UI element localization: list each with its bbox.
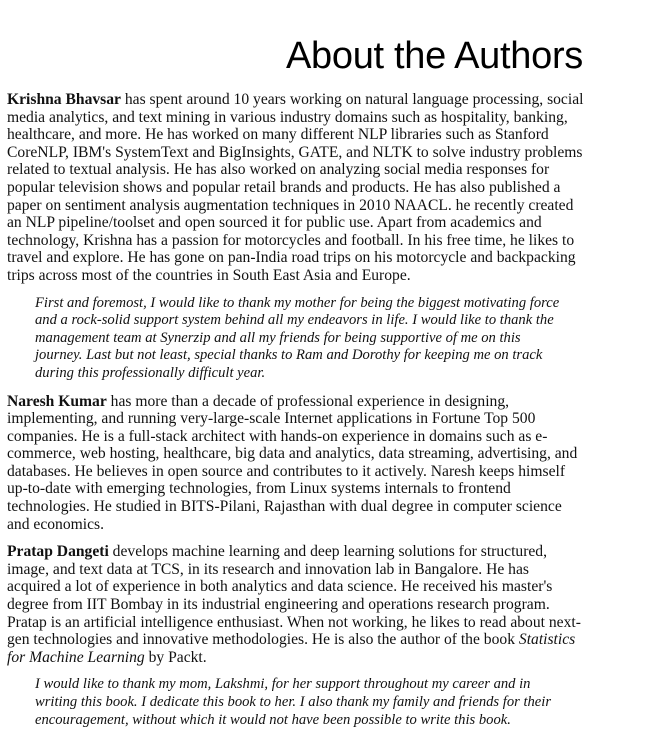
book-title: for Machine Learning — [7, 648, 145, 666]
page-title: About the Authors — [285, 35, 583, 78]
author-bio-pratap-dangeti: Pratap Dangeti develops machine learning and deep learning solutions for structured, image, and text data at TCS, in its research and innovation lab in Bangalore. He has acquired a lot of experience in both analytics and data science. He received his master's degree from IIT Bombay in its industrial engineering and operations research program. Pratap is an artificial intelligence enthusiast. When not working, he likes to read about next- gen technologies and innovative methodologies. He is also the author of the book Statistics for Machine Learning by Packt. — [7, 543, 581, 666]
author-name: Krishna Bhavsar — [7, 91, 121, 108]
author-bio-krishna-bhavsar: Krishna Bhavsar has spent around 10 years working on natural language processing, social media analytics, and text mining in various industry domains such as hospitality, banking, healthcare, and more. He has worked on many different NLP libraries such as Stanford CoreNLP, IBM's SystemText and BigInsights, GATE, and NLTK to solve industry problems related to textual analysis. He has also worked on analyzing social media responses for popular television shows and popular retail brands and products. He has also published a paper on sentiment analysis augmentation techniques in 2010 NAACL. he recently created an NLP pipeline/toolset and open sourced it for public use. Apart from academics and technology, Krishna has a passion for motorcycles and football. In his free time, he likes to travel and explore. He has gone on pan-India road trips on his motorcycle and backpacking trips across most of the countries in South East Asia and Europe. — [7, 91, 584, 284]
author-acknowledgement-pratap-dangeti: I would like to thank my mom, Lakshmi, for her support throughout my career and in writing this book. I dedicate this book to her. I also thank my family and friends for their encouragement, without which it would not have been possible to write this book. — [35, 676, 552, 728]
author-name: Naresh Kumar — [7, 392, 107, 410]
book-title: Statistics — [518, 631, 576, 649]
author-name: Pratap Dangeti — [7, 543, 109, 561]
author-bio-naresh-kumar: Naresh Kumar has more than a decade of professional experience in designing, implementing, and running very-large-scale Internet applications in Fortune Top 500 companies. He is a full-stack architect with hands-on experience in domains such as e- commerce, web hosting, healthcare, big data and analytics, data streaming, advertising, and databases. He believes in open source and contributes to it actively. Naresh keeps himself up-to-date with emerging technologies, from Linux systems internals to frontend technologies. He studied in BITS-Pilani, Rajasthan with dual degree in computer science and economics. — [7, 392, 578, 533]
authors-section — [7, 91, 657, 739]
author-acknowledgement-krishna-bhavsar: First and foremost, I would like to thank my mother for being the biggest motivating force and a rock-solid support system behind all my endeavors in life. I would like to thank the management team at Synerzip and all my friends for being supportive of me on this journey. Last but not least, special thanks to Ram and Dorothy for keeping me on track during this professionally difficult year. — [35, 294, 560, 381]
